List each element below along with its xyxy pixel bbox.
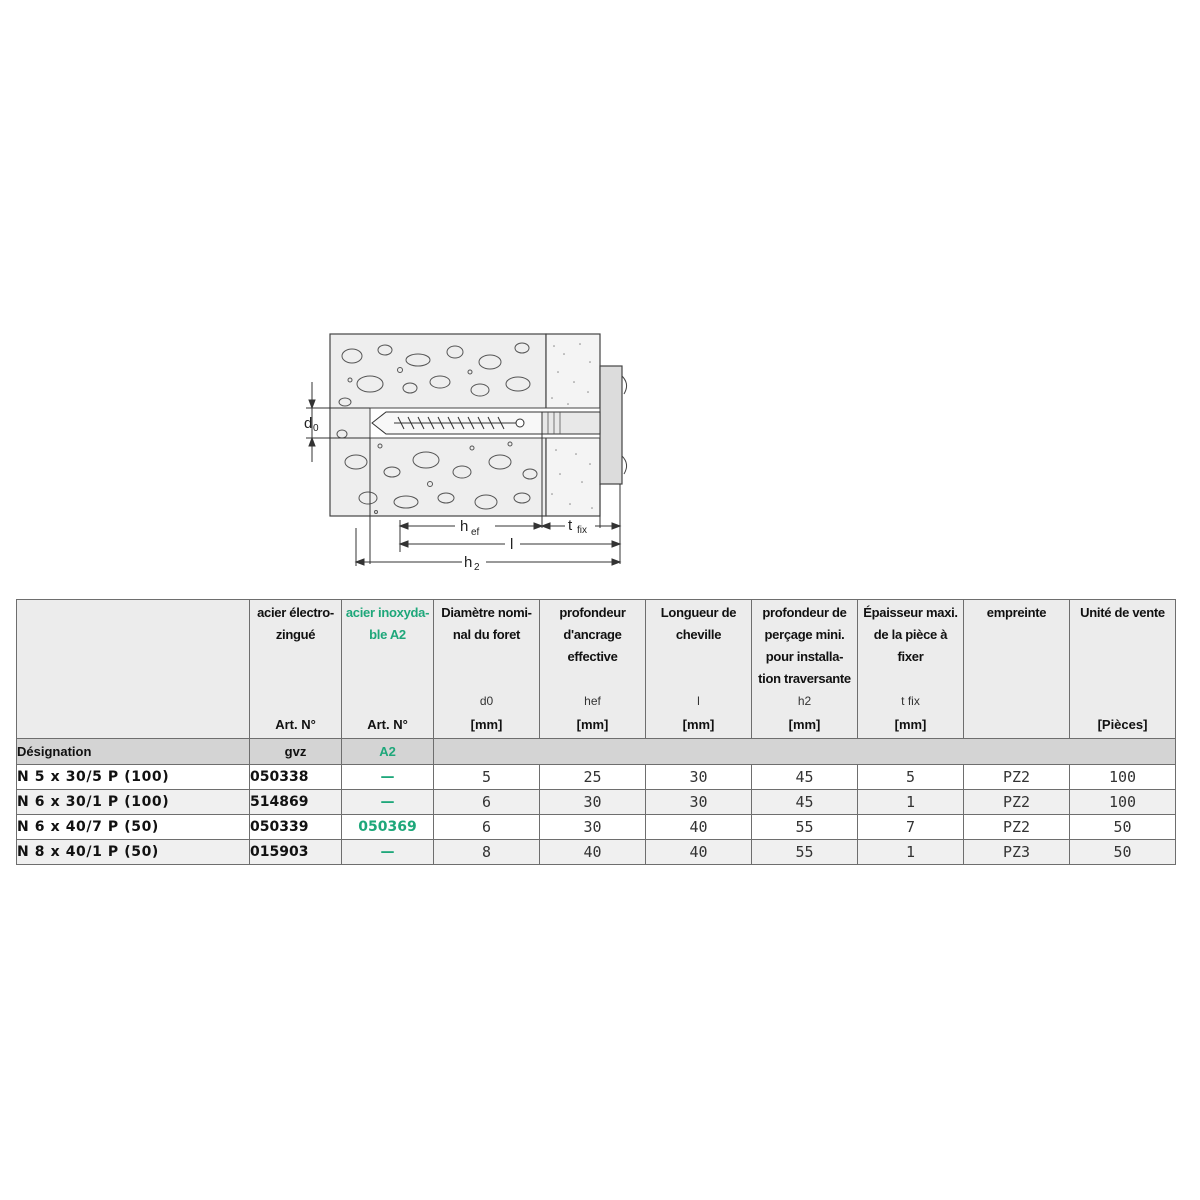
cell-designation: N 6 x 30/1 P (100) <box>17 790 250 815</box>
cell-empreinte: PZ2 <box>964 790 1070 815</box>
cell-hef: 30 <box>540 815 646 840</box>
cell-gvz: 050339 <box>250 815 342 840</box>
cell-gvz: 050338 <box>250 765 342 790</box>
d0-label: d <box>304 415 313 432</box>
fixture-plate <box>600 366 622 484</box>
cell-gvz: 015903 <box>250 840 342 865</box>
header-tfix: Épaisseur maxi. de la pièce à fixer t fix [mm] <box>858 600 964 739</box>
cell-hef: 40 <box>540 840 646 865</box>
h2-label: h <box>464 554 473 571</box>
cell-empreinte: PZ2 <box>964 765 1070 790</box>
table-subheader-row <box>17 739 1176 765</box>
cell-l: 40 <box>646 840 752 865</box>
cell-h2: 45 <box>752 790 858 815</box>
cell-hef: 25 <box>540 765 646 790</box>
subheader-a2: A2 <box>342 739 434 765</box>
cell-unite: 50 <box>1070 815 1176 840</box>
subheader-designation: Désignation <box>17 739 250 765</box>
header-designation <box>17 600 250 739</box>
header-unite: Unité de vente [Pièces] <box>1070 600 1176 739</box>
cell-d0: 8 <box>434 840 540 865</box>
header-h2: profondeur de perçage mini. pour installa- tion traversante h2 [mm] <box>752 600 858 739</box>
table-row <box>17 815 1176 840</box>
header-empreinte: empreinte <box>964 600 1070 739</box>
header-a2: acier inoxyda- ble A2 Art. N° <box>342 600 434 739</box>
header-l: Longueur de cheville l [mm] <box>646 600 752 739</box>
cell-unite: 50 <box>1070 840 1176 865</box>
cell-empreinte: PZ2 <box>964 815 1070 840</box>
cell-a2: — <box>342 840 434 865</box>
table-row <box>17 765 1176 790</box>
l-label: l <box>510 536 514 553</box>
cell-tfix: 7 <box>858 815 964 840</box>
cell-l: 30 <box>646 765 752 790</box>
d0-label-sub: 0 <box>313 423 319 434</box>
tfix-label: t <box>568 517 573 534</box>
cell-a2: — <box>342 790 434 815</box>
header-hef: profondeur d'ancrage effective hef [mm] <box>540 600 646 739</box>
table-header-row <box>17 600 1176 739</box>
cell-designation: N 8 x 40/1 P (50) <box>17 840 250 865</box>
hef-label: h <box>460 518 469 535</box>
anchor-collar <box>542 412 600 434</box>
cell-hef: 30 <box>540 790 646 815</box>
cell-a2: — <box>342 765 434 790</box>
cell-h2: 55 <box>752 815 858 840</box>
cell-designation: N 6 x 40/7 P (50) <box>17 815 250 840</box>
specification-table <box>16 599 1176 865</box>
subheader-gvz: gvz <box>250 739 342 765</box>
cell-a2: 050369 <box>342 815 434 840</box>
cell-l: 40 <box>646 815 752 840</box>
cell-tfix: 5 <box>858 765 964 790</box>
hef-label-sub: ef <box>471 527 480 538</box>
cell-unite: 100 <box>1070 790 1176 815</box>
cell-d0: 6 <box>434 790 540 815</box>
cell-l: 30 <box>646 790 752 815</box>
cell-designation: N 5 x 30/5 P (100) <box>17 765 250 790</box>
cell-gvz: 514869 <box>250 790 342 815</box>
tfix-label-sub: fix <box>577 525 587 536</box>
cell-d0: 6 <box>434 815 540 840</box>
cell-empreinte: PZ3 <box>964 840 1070 865</box>
table-body <box>17 765 1176 865</box>
table-row <box>17 790 1176 815</box>
header-gvz: acier électro- zingué Art. N° <box>250 600 342 739</box>
h2-label-sub: 2 <box>474 562 480 572</box>
cell-d0: 5 <box>434 765 540 790</box>
cell-tfix: 1 <box>858 840 964 865</box>
cell-unite: 100 <box>1070 765 1176 790</box>
anchor-cross-section-diagram <box>290 322 650 572</box>
subheader-spacer <box>434 739 1176 765</box>
cell-tfix: 1 <box>858 790 964 815</box>
table-row <box>17 840 1176 865</box>
cell-h2: 55 <box>752 840 858 865</box>
header-d0: Diamètre nomi- nal du foret d0 [mm] <box>434 600 540 739</box>
cell-h2: 45 <box>752 765 858 790</box>
